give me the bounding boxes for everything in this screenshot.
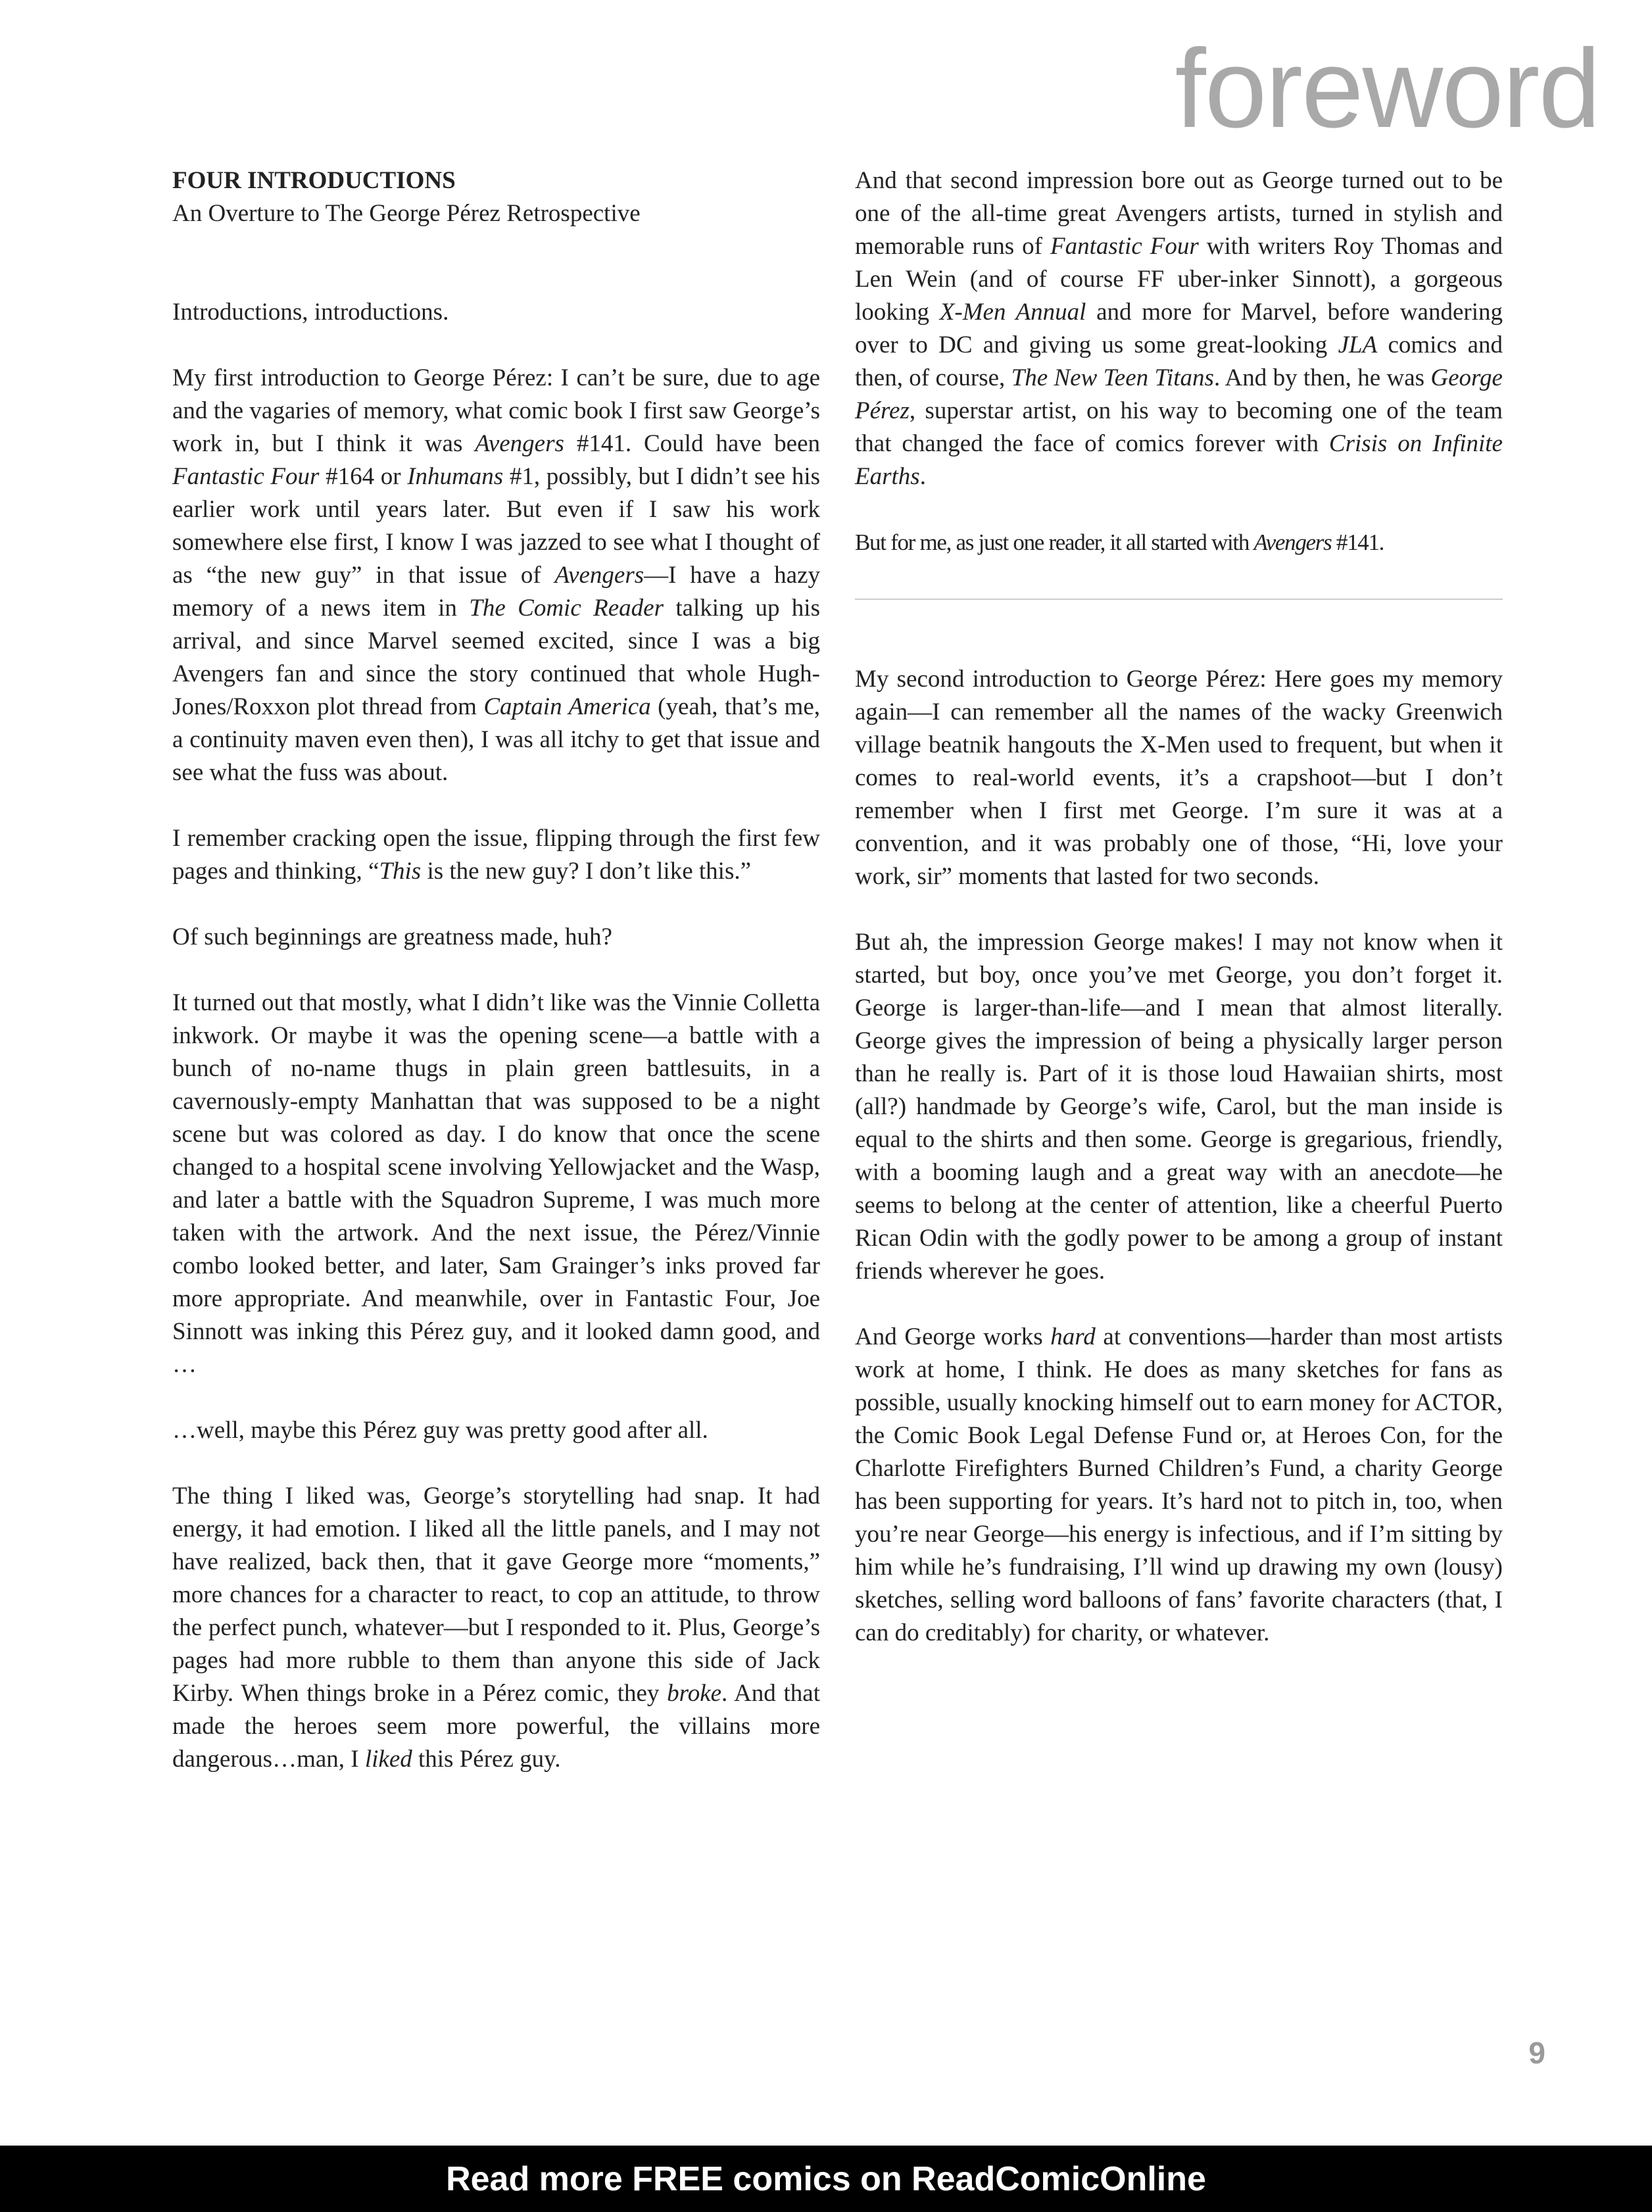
italic-title: Fantastic Four	[1050, 233, 1199, 260]
italic-title: Fantastic Four	[172, 463, 320, 490]
italic-title: The Comic Reader	[469, 595, 664, 622]
italic-title: X-Men Annual	[939, 299, 1086, 326]
italic-title: Avengers	[554, 562, 644, 589]
text-run: comics and then, of course,	[855, 332, 1503, 391]
paragraph	[172, 1480, 820, 1776]
italic-title: Avengers	[475, 430, 564, 457]
italic-title: This	[379, 858, 422, 885]
text-run: .	[919, 463, 926, 490]
heading-block	[172, 164, 820, 230]
text-run: . And that made the heroes seem more powerful, the villains more dangerous…man, I	[172, 1680, 820, 1773]
right-paragraphs-bottom	[855, 663, 1503, 1650]
italic-title: Captain America	[483, 693, 651, 720]
text-run: at conventions—harder than most artists work at home, I think. He does as many sketches for fans as possible, usually knocking himself out to earn money for ACTOR, the Comic Book Legal Defense Fund or, at Heroes Con, for the Charlotte Firefighters Burned Children’s Fund, a charity George has been supporting for years. It’s hard not to pitch in, too, when you’re near George—his energy is infectious, and if I’m sitting by him while he’s fundraising, I’ll wind up drawing my own (lousy) sketches, selling word balloons of fans’ favorite characters (that, I can do creditably) for charity, or whatever.	[855, 1323, 1503, 1646]
paragraph	[855, 1321, 1503, 1650]
italic-title: Inhumans	[407, 463, 504, 490]
right-paragraphs-top	[855, 164, 1503, 559]
text-run: #141. Could have been	[564, 430, 820, 457]
italic-title: JLA	[1338, 332, 1378, 358]
text-run: is the new guy? I don’t like this.”	[421, 858, 752, 885]
text-run: I remember cracking open the issue, flipping through the first few pages and thinking, “	[172, 825, 820, 885]
footer-banner-text: Read more FREE comics on ReadComicOnline	[446, 2159, 1206, 2198]
paragraph	[172, 362, 820, 789]
text-run: #1, possibly, but I didn’t see his earlier work until years later. But even if I saw his work somewhere else first, I know I was jazzed to see what I thought of as “the new guy” in that issue of	[172, 463, 820, 589]
text-run: …well, maybe this Pérez guy was pretty good after all.	[172, 1417, 708, 1444]
text-run: . And by then, he was	[1213, 364, 1431, 391]
article-subheading: An Overture to The George Pérez Retrospective	[172, 200, 641, 227]
footer-banner[interactable]	[0, 2146, 1652, 2212]
paragraph	[172, 921, 820, 954]
text-run: And that second impression bore out as George turned out to be one of the all-time great Avengers artists, turned in stylish and memorable runs of	[855, 167, 1503, 260]
text-run: , superstar artist, on his way to becoming one of the team that changed the face of comics forever with	[855, 397, 1503, 457]
text-run: It turned out that mostly, what I didn’t like was the Vinnie Colletta inkwork. Or maybe it was the opening scene—a battle with a bunch of no-name thugs in plain green battlesuits, in a cavernously-empty Manhattan that was supposed to be a night scene but was colored as day. I do know that once the scene changed to a hospital scene involving Yellowjacket and the Wasp, and later a battle with the Squadron Supreme, I was much more taken with the artwork. And the next issue, the Pérez/Vinnie combo looked better, and later, Sam Grainger’s inks proved far more appropriate. And meanwhile, over in Fantastic Four, Joe Sinnott was inking this Pérez guy, and it looked damn good, and …	[172, 989, 820, 1378]
paragraph	[855, 164, 1503, 493]
text-run: talking up his arrival, and since Marvel seemed excited, since I was a big Avengers fan and since the story continued that whole Hugh-Jones/Roxxon plot thread from	[172, 595, 820, 720]
text-run: Of such beginnings are greatness made, huh?	[172, 923, 612, 950]
left-column	[172, 164, 820, 1809]
text-run: with writers Roy Thomas and Len Wein (and of course FF uber-inker Sinnott), a gorgeous looking	[855, 233, 1503, 326]
text-run: My second introduction to George Pérez: Here goes my memory again—I can remember all the names of the wacky Greenwich village beatnik hangouts the X-Men used to frequent, but when it comes to real-world events, it’s a crapshoot—but I don’t remember when I first met George. I’m sure it was at a convention, and it was probably one of those, “Hi, love your work, sir” moments that lasted for two seconds.	[855, 666, 1503, 890]
page-number: 9	[1528, 2036, 1545, 2070]
text-run: this Pérez guy.	[412, 1746, 561, 1773]
text-run: #164 or	[319, 463, 408, 490]
text-run: The thing I liked was, George’s storytelling had snap. It had energy, it had emotion. I liked all the little panels, and I may not have realized, back then, that it gave George more “moments,” more chances for a character to react, to cop an attitude, to throw the perfect punch, whatever—but I responded to it. Plus, George’s pages had more rubble to them than anyone this side of Jack Kirby. When things broke in a Pérez comic, they	[172, 1483, 820, 1707]
paragraph	[172, 987, 820, 1381]
text-run: And George works	[855, 1323, 1051, 1350]
italic-title: liked	[364, 1746, 412, 1773]
paragraph	[172, 822, 820, 888]
section-divider	[855, 599, 1503, 600]
text-run: and more for Marvel, before wandering over to DC and giving us some great-looking	[855, 299, 1503, 358]
paragraph	[172, 1414, 820, 1447]
paragraph	[172, 296, 820, 329]
italic-title: broke	[667, 1680, 722, 1707]
italic-title: Crisis on Infinite Earths	[855, 430, 1503, 490]
text-run: My first introduction to George Pérez: I can’t be sure, due to age and the vagaries of memory, what comic book I first saw George’s work in, but I think it was	[172, 364, 820, 457]
italic-title: The New Teen Titans	[1011, 364, 1214, 391]
paragraph	[855, 663, 1503, 893]
text-run: —I have a hazy memory of a news item in	[172, 562, 821, 622]
paragraph	[855, 526, 1503, 559]
text-run: But for me, as just one reader, it all started with	[855, 529, 1254, 555]
paragraph	[855, 926, 1503, 1288]
italic-title: hard	[1050, 1323, 1096, 1350]
text-run: (yeah, that’s me, a continuity maven even then), I was all itchy to get that issue and see what the fuss was about.	[172, 693, 821, 786]
text-run: Introductions, introductions.	[172, 299, 449, 326]
text-run: But ah, the impression George makes! I may not know when it started, but boy, once you’ve met George, you don’t forget it. George is larger-than-life—and I mean that almost literally. George gives the impression of being a physically larger person than he really is. Part of it is those loud Hawaiian shirts, most (all?) handmade by George’s wife, Carol, but the man inside is equal to the shirts and then some. George is gregarious, friendly, with a booming laugh and a great way with an anecdote—he seems to belong at the center of attention, like a cheerful Puerto Rican Odin with the godly power to be among a group of instant friends wherever he goes.	[855, 929, 1503, 1285]
right-column	[855, 164, 1503, 1683]
section-title: foreword	[1175, 26, 1599, 151]
italic-title: George Pérez	[855, 364, 1503, 424]
text-run: #141.	[1331, 529, 1384, 555]
italic-title: Avengers	[1253, 529, 1332, 555]
left-paragraphs	[172, 296, 820, 1776]
article-heading: FOUR INTRODUCTIONS	[172, 167, 456, 194]
